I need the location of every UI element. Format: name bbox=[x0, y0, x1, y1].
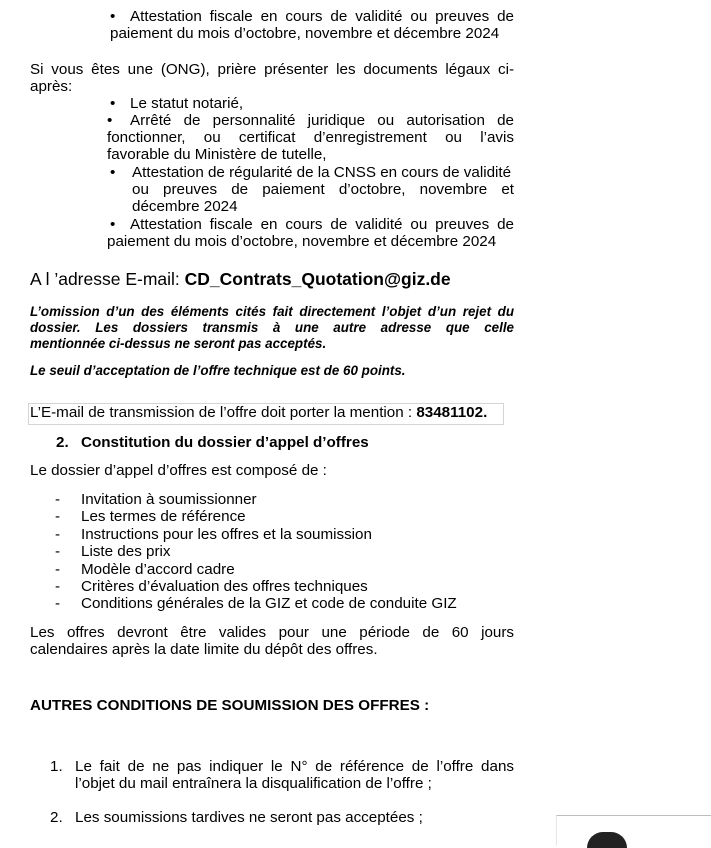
dash-bullet-icon: - bbox=[55, 595, 61, 613]
bullet-text: Attestation fiscale en cours de validité ou preuves de bbox=[130, 8, 514, 25]
list-item-text: Instructions pour les offres et la soumission bbox=[81, 525, 372, 543]
list-item-text: décembre 2024 bbox=[132, 198, 238, 215]
bullet-icon: • bbox=[110, 216, 116, 233]
list-item-text: paiement du mois d’octobre, novembre et décembre 2024 bbox=[107, 233, 497, 250]
list-item-text: Attestation fiscale en cours de validité ou preuves de bbox=[130, 216, 514, 233]
list-item-text: Les termes de référence bbox=[81, 508, 246, 526]
condition-text: Le fait de ne pas indiquer le N° de référence de l’offre dans bbox=[75, 758, 514, 775]
email-label: A l ’adresse E-mail: bbox=[30, 269, 185, 289]
threshold-note: Le seuil d’acceptation de l’offre technique est de 60 points. bbox=[30, 363, 406, 378]
list-item-text: Le statut notarié, bbox=[130, 95, 244, 112]
list-item-text: Arrêté de personnalité juridique ou autorisation de bbox=[130, 112, 514, 129]
dash-bullet-icon: - bbox=[55, 508, 61, 526]
list-item-text: favorable du Ministère de tutelle, bbox=[107, 146, 327, 163]
email-mention-text: L’E-mail de transmission de l’offre doit porter la mention : bbox=[30, 404, 417, 421]
dash-bullet-icon: - bbox=[55, 543, 61, 561]
paragraph-line: calendaires après la date limite du dépôt des offres. bbox=[30, 641, 378, 658]
warning-line: dossier. Les dossiers transmis à une autre adresse que celle bbox=[30, 320, 514, 335]
bullet-icon: • bbox=[110, 95, 116, 112]
list-item-text: Invitation à soumissionner bbox=[81, 491, 257, 508]
dash-bullet-icon: - bbox=[55, 525, 61, 543]
list-item-text: Conditions générales de la GIZ et code de conduite GIZ bbox=[81, 595, 457, 613]
section-title: Constitution du dossier d’appel d’offres bbox=[81, 434, 369, 451]
condition-number: 2. bbox=[50, 809, 63, 826]
email-address-link[interactable]: CD_Contrats_Quotation@giz.de bbox=[184, 269, 451, 289]
floating-widget[interactable] bbox=[556, 815, 711, 846]
paragraph-line: Les offres devront être valides pour une période de 60 jours bbox=[30, 624, 514, 641]
list-item-text: ou preuves de paiement d’octobre, novembre et bbox=[132, 181, 514, 198]
bullet-icon: • bbox=[110, 164, 116, 181]
paragraph-line: Si vous êtes une (ONG), prière présenter les documents légaux ci- bbox=[30, 61, 514, 78]
warning-line: mentionnée ci-dessus ne seront pas acceptés. bbox=[30, 336, 327, 351]
condition-text: Les soumissions tardives ne seront pas acceptées ; bbox=[75, 809, 423, 826]
warning-line: L’omission d’un des éléments cités fait directement l’objet d’un rejet du bbox=[30, 304, 514, 319]
email-address-line bbox=[30, 269, 451, 289]
bullet-icon: • bbox=[107, 112, 113, 129]
dossier-intro: Le dossier d’appel d’offres est composé de : bbox=[30, 462, 327, 479]
email-mention-line bbox=[30, 404, 487, 421]
bullet-text: paiement du mois d’octobre, novembre et décembre 2024 bbox=[110, 25, 500, 42]
dash-bullet-icon: - bbox=[55, 491, 61, 508]
condition-text: l’objet du mail entraînera la disqualification de l’offre ; bbox=[75, 775, 432, 792]
section-heading bbox=[56, 434, 369, 451]
widget-icon bbox=[587, 832, 627, 848]
dash-bullet-icon: - bbox=[55, 578, 61, 595]
condition-number: 1. bbox=[50, 758, 63, 775]
paragraph-line: après: bbox=[30, 78, 73, 95]
reference-number: 83481102. bbox=[416, 404, 488, 421]
dash-bullet-icon: - bbox=[55, 560, 61, 578]
other-conditions-heading: AUTRES CONDITIONS DE SOUMISSION DES OFFRES : bbox=[30, 697, 430, 714]
section-number: 2. bbox=[56, 434, 69, 451]
list-item-text: fonctionner, ou certificat d’enregistrement ou l’avis bbox=[107, 129, 514, 146]
list-item-text: Critères d’évaluation des offres techniques bbox=[81, 578, 368, 595]
list-item-text: Attestation de régularité de la CNSS en cours de validité bbox=[132, 164, 512, 181]
list-item-text: Liste des prix bbox=[81, 543, 171, 561]
bullet-icon: • bbox=[110, 8, 116, 25]
list-item-text: Modèle d’accord cadre bbox=[81, 560, 235, 578]
